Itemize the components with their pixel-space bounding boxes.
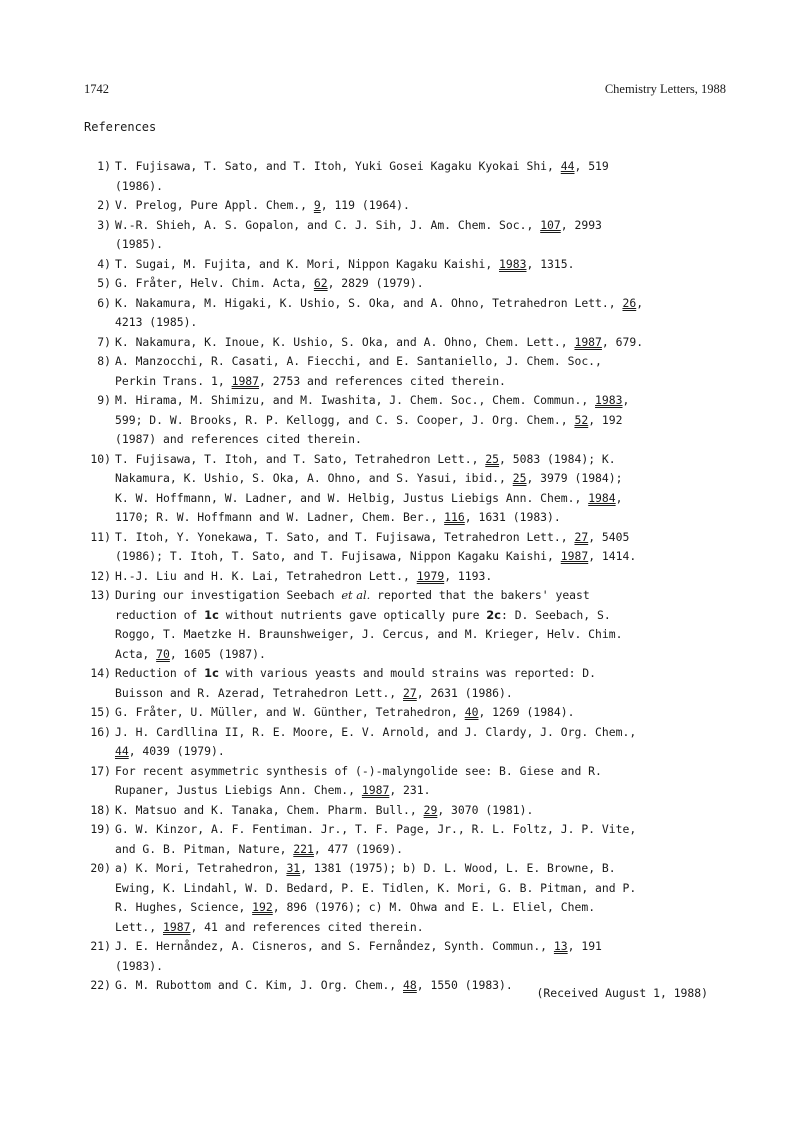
reference-text: T. Itoh, Y. Yonekawa, T. Sato, and T. Fujisawa, Tetrahedron Lett., bbox=[115, 529, 575, 544]
reference-line bbox=[115, 157, 724, 177]
reference-text: (1986); T. Itoh, T. Sato, and T. Fujisawa, Nippon Kagaku Kaishi, bbox=[115, 549, 561, 563]
reference-line bbox=[115, 411, 724, 431]
reference-text: T. Sugai, M. Fujita, and K. Mori, Nippon Kagaku Kaishi, bbox=[115, 256, 500, 271]
reference-text: K. W. Hoffmann, W. Ladner, and W. Helbig, Justus Liebigs Ann. Chem., bbox=[115, 490, 589, 505]
reference-text: , bbox=[636, 295, 644, 310]
reference-line bbox=[115, 294, 724, 314]
reference-text: , 519 bbox=[574, 159, 609, 173]
reference-item bbox=[84, 391, 724, 450]
volume-number: 1987 bbox=[574, 334, 602, 349]
reference-line bbox=[115, 801, 724, 821]
reference-line bbox=[115, 781, 724, 801]
reference-text: Buisson and R. Azerad, Tetrahedron Lett., bbox=[115, 685, 404, 700]
reference-text: K. Matsuo and K. Tanaka, Chem. Pharm. Bull., bbox=[115, 802, 424, 817]
volume-number: 107 bbox=[540, 217, 561, 232]
reference-text: 2c bbox=[486, 607, 501, 622]
reference-number: 22) bbox=[90, 978, 111, 992]
reference-text: A. Manzocchi, R. Casati, A. Fiecchi, and E. Santaniello, J. Chem. Soc., bbox=[115, 354, 602, 368]
reference-item bbox=[84, 801, 724, 821]
section-title: References bbox=[84, 120, 157, 134]
reference-number: 12) bbox=[90, 568, 111, 583]
reference-number: 2) bbox=[97, 198, 111, 212]
reference-number: 9) bbox=[97, 393, 111, 407]
reference-item bbox=[84, 294, 724, 333]
reference-text: , 1269 (1984). bbox=[478, 705, 575, 719]
reference-text: , 896 (1976); c) M. Ohwa and E. L. Eliel, Chem. bbox=[272, 900, 596, 914]
volume-number: 1983 bbox=[499, 256, 527, 271]
volume-number: 52 bbox=[574, 412, 589, 427]
reference-item bbox=[84, 586, 724, 664]
reference-text: , 231. bbox=[389, 783, 431, 797]
reference-text: , 5083 (1984); K. bbox=[499, 451, 616, 466]
reference-text: Nakamura, K. Ushio, S. Oka, A. Ohno, and S. Yasui, ibid., bbox=[115, 471, 513, 485]
reference-line bbox=[115, 703, 724, 723]
reference-text: reported that the bakers' yeast bbox=[370, 588, 590, 602]
reference-line bbox=[115, 957, 724, 977]
reference-line bbox=[115, 586, 724, 606]
running-header bbox=[84, 82, 726, 98]
reference-text: , 41 and references cited therein. bbox=[190, 919, 424, 934]
reference-line bbox=[115, 645, 724, 665]
reference-item bbox=[84, 157, 724, 196]
volume-number: 27 bbox=[403, 685, 417, 700]
reference-text: During our investigation Seebach bbox=[115, 588, 342, 602]
reference-item bbox=[84, 723, 724, 762]
reference-line bbox=[115, 391, 724, 411]
reference-number: 1) bbox=[97, 159, 111, 173]
reference-text: 4213 (1985). bbox=[115, 315, 198, 329]
volume-number: 31 bbox=[286, 861, 301, 875]
reference-item bbox=[84, 333, 724, 353]
reference-number: 19) bbox=[90, 822, 111, 836]
reference-line bbox=[115, 216, 724, 236]
reference-item bbox=[84, 450, 724, 528]
reference-item bbox=[84, 664, 724, 703]
reference-text: , 2993 bbox=[560, 217, 602, 232]
reference-number: 17) bbox=[90, 763, 111, 778]
reference-line bbox=[115, 333, 724, 353]
volume-number: 9 bbox=[313, 198, 321, 212]
reference-number: 4) bbox=[97, 256, 111, 271]
reference-line bbox=[115, 918, 724, 938]
volume-number: 1979 bbox=[416, 568, 445, 583]
reference-line bbox=[115, 235, 724, 255]
reference-item bbox=[84, 196, 724, 216]
reference-line bbox=[115, 469, 724, 489]
reference-text: , bbox=[622, 393, 630, 407]
reference-item bbox=[84, 937, 724, 976]
reference-number: 10) bbox=[90, 451, 111, 466]
reference-line bbox=[115, 898, 724, 918]
reference-text: , 4039 (1979). bbox=[128, 744, 225, 758]
volume-number: 62 bbox=[313, 276, 328, 290]
reference-text: T. Fujisawa, T. Sato, and T. Itoh, Yuki Gosei Kagaku Kyokai Shi, bbox=[115, 159, 561, 173]
reference-text: Reduction of bbox=[115, 666, 205, 680]
volume-number: 221 bbox=[293, 841, 314, 856]
reference-number: 14) bbox=[90, 666, 111, 680]
volume-number: 44 bbox=[115, 744, 129, 758]
reference-text: W.-R. Shieh, A. S. Gopalon, and C. J. Sih, J. Am. Chem. Soc., bbox=[115, 217, 541, 232]
reference-text: , 3070 (1981). bbox=[437, 802, 534, 817]
reference-line bbox=[115, 664, 724, 684]
reference-text: Roggo, T. Maetzke H. Braunshweiger, J. Cercus, and M. Krieger, Helv. Chim. bbox=[115, 627, 623, 641]
reference-text: G. M. Rubottom and C. Kim, J. Org. Chem., bbox=[115, 978, 404, 992]
reference-text: (1985). bbox=[115, 237, 164, 251]
volume-number: 116 bbox=[444, 510, 465, 524]
reference-line bbox=[115, 430, 724, 450]
volume-number: 1987 bbox=[560, 549, 589, 563]
reference-text: , 1605 (1987). bbox=[169, 646, 266, 661]
volume-number: 25 bbox=[485, 451, 500, 466]
reference-item bbox=[84, 255, 724, 275]
reference-text: , 2631 (1986). bbox=[416, 685, 513, 700]
reference-text: R. Hughes, Science, bbox=[115, 900, 253, 914]
reference-number: 6) bbox=[97, 295, 111, 310]
volume-number: 29 bbox=[423, 802, 438, 817]
reference-number: 11) bbox=[90, 529, 111, 544]
reference-line bbox=[115, 372, 724, 392]
reference-text: T. Fujisawa, T. Itoh, and T. Sato, Tetrahedron Lett., bbox=[115, 451, 486, 466]
reference-text: , 2829 (1979). bbox=[327, 276, 424, 290]
reference-text: , 1381 (1975); b) D. L. Wood, L. E. Browne, B. bbox=[300, 861, 616, 875]
reference-text: a) K. Mori, Tetrahedron, bbox=[115, 861, 287, 875]
reference-line bbox=[115, 196, 724, 216]
volume-number: 44 bbox=[560, 159, 575, 173]
reference-text: 1c bbox=[204, 666, 219, 680]
volume-number: 40 bbox=[464, 705, 479, 719]
reference-text: , 1550 (1983). bbox=[416, 978, 513, 992]
reference-text: , 1414. bbox=[588, 549, 637, 563]
reference-item bbox=[84, 274, 724, 294]
reference-number: 16) bbox=[90, 724, 111, 739]
volume-number: 1987 bbox=[163, 919, 191, 934]
reference-item bbox=[84, 216, 724, 255]
reference-text: Rupaner, Justus Liebigs Ann. Chem., bbox=[115, 783, 362, 797]
reference-item bbox=[84, 820, 724, 859]
reference-line bbox=[115, 879, 724, 899]
reference-number: 15) bbox=[90, 705, 111, 719]
volume-number: 25 bbox=[512, 471, 527, 485]
volume-number: 1983 bbox=[595, 393, 623, 407]
reference-line bbox=[115, 508, 724, 528]
reference-line bbox=[115, 255, 724, 275]
reference-number: 13) bbox=[90, 588, 111, 602]
reference-number: 5) bbox=[97, 276, 111, 290]
reference-text: , 2753 and references cited therein. bbox=[259, 373, 506, 388]
reference-item bbox=[84, 859, 724, 937]
reference-text: G. Fråter, U. Müller, and W. Günther, Tetrahedron, bbox=[115, 705, 465, 719]
reference-line bbox=[115, 177, 724, 197]
reference-text: K. Nakamura, M. Higaki, K. Ushio, S. Oka, and A. Ohno, Tetrahedron Lett., bbox=[115, 295, 623, 310]
volume-number: 13 bbox=[553, 939, 568, 953]
reference-text: , 3979 (1984); bbox=[526, 471, 623, 485]
page-number: 1742 bbox=[84, 82, 109, 96]
reference-number: 8) bbox=[97, 354, 111, 368]
reference-item bbox=[84, 567, 724, 587]
reference-text: : D. Seebach, S. bbox=[500, 607, 611, 622]
reference-text: without nutrients gave optically pure bbox=[218, 607, 487, 622]
volume-number: 26 bbox=[622, 295, 637, 310]
reference-text: et al. bbox=[341, 588, 371, 602]
reference-text: G. Fråter, Helv. Chim. Acta, bbox=[115, 276, 314, 290]
reference-text: J. E. Hernåndez, A. Cisneros, and S. Fernåndez, Synth. Commun., bbox=[115, 939, 554, 953]
reference-number: 18) bbox=[90, 802, 111, 817]
reference-line bbox=[115, 352, 724, 372]
reference-line bbox=[115, 567, 724, 587]
reference-text: , 679. bbox=[601, 334, 644, 349]
reference-line bbox=[115, 274, 724, 294]
reference-text: 1170; R. W. Hoffmann and W. Ladner, Chem. Ber., bbox=[115, 510, 445, 524]
volume-number: 27 bbox=[574, 529, 589, 544]
volume-number: 70 bbox=[156, 646, 170, 661]
reference-line bbox=[115, 547, 724, 567]
reference-text: M. Hirama, M. Shimizu, and M. Iwashita, J. Chem. Soc., Chem. Commun., bbox=[115, 393, 596, 407]
reference-item bbox=[84, 352, 724, 391]
reference-line bbox=[115, 606, 724, 626]
reference-line bbox=[115, 450, 724, 470]
reference-text: (1986). bbox=[115, 178, 164, 193]
reference-list bbox=[84, 157, 724, 996]
reference-line bbox=[115, 937, 724, 957]
reference-text: , 477 (1969). bbox=[313, 841, 404, 856]
reference-line bbox=[115, 528, 724, 548]
reference-text: , 192 bbox=[588, 412, 623, 427]
reference-text: H.-J. Liu and H. K. Lai, Tetrahedron Lett., bbox=[115, 568, 417, 583]
reference-text: J. H. Cardllina II, R. E. Moore, E. V. Arnold, and J. Clardy, J. Org. Chem., bbox=[115, 724, 637, 739]
received-date: (Received August 1, 1988) bbox=[536, 986, 708, 1000]
reference-number: 20) bbox=[90, 861, 111, 875]
reference-line bbox=[115, 625, 724, 645]
reference-text: , 1193. bbox=[444, 568, 493, 583]
reference-text: , 119 (1964). bbox=[320, 198, 410, 212]
reference-number: 3) bbox=[97, 217, 111, 232]
reference-text: (1983). bbox=[115, 958, 164, 973]
reference-item bbox=[84, 762, 724, 801]
reference-text: 1c bbox=[204, 607, 219, 622]
reference-text: K. Nakamura, K. Inoue, K. Ushio, S. Oka, and A. Ohno, Chem. Lett., bbox=[115, 334, 575, 349]
reference-text: V. Prelog, Pure Appl. Chem., bbox=[115, 198, 314, 212]
reference-text: 599; D. W. Brooks, R. P. Kellogg, and C. S. Cooper, J. Org. Chem., bbox=[115, 412, 575, 427]
volume-number: 1984 bbox=[588, 490, 616, 505]
reference-text: , 191 bbox=[567, 939, 602, 953]
volume-number: 1987 bbox=[361, 783, 390, 797]
reference-text: , 1631 (1983). bbox=[464, 510, 561, 524]
volume-number: 1987 bbox=[231, 373, 260, 388]
reference-line bbox=[115, 489, 724, 509]
reference-line bbox=[115, 859, 724, 879]
reference-line bbox=[115, 313, 724, 333]
reference-line bbox=[115, 723, 724, 743]
reference-text: G. W. Kinzor, A. F. Fentiman. Jr., T. F. Page, Jr., R. L. Foltz, J. P. Vite, bbox=[115, 822, 637, 836]
reference-item bbox=[84, 703, 724, 723]
reference-text: Acta, bbox=[115, 646, 157, 661]
reference-text: For recent asymmetric synthesis of (-)-malyngolide see: B. Giese and R. bbox=[115, 763, 602, 778]
reference-line bbox=[115, 820, 724, 840]
reference-number: 7) bbox=[97, 334, 111, 349]
reference-text: and G. B. Pitman, Nature, bbox=[115, 841, 294, 856]
reference-line bbox=[115, 684, 724, 704]
reference-text: Lett., bbox=[115, 919, 164, 934]
reference-text: with various yeasts and mould strains was reported: D. bbox=[218, 666, 597, 680]
reference-text: Perkin Trans. 1, bbox=[115, 373, 232, 388]
reference-text: , 5405 bbox=[588, 529, 630, 544]
reference-text: reduction of bbox=[115, 607, 205, 622]
volume-number: 192 bbox=[252, 900, 273, 914]
reference-text: , 1315. bbox=[526, 256, 575, 271]
reference-line bbox=[115, 742, 724, 762]
reference-item bbox=[84, 528, 724, 567]
reference-line bbox=[115, 762, 724, 782]
volume-number: 48 bbox=[403, 978, 417, 992]
reference-number: 21) bbox=[90, 939, 111, 953]
journal-name: Chemistry Letters, 1988 bbox=[604, 82, 726, 96]
reference-text: (1987) and references cited therein. bbox=[115, 432, 362, 446]
reference-line bbox=[115, 840, 724, 860]
reference-text: Ewing, K. Lindahl, W. D. Bedard, P. E. Tidlen, K. Mori, G. B. Pitman, and P. bbox=[115, 880, 637, 895]
reference-text: , bbox=[615, 490, 623, 505]
